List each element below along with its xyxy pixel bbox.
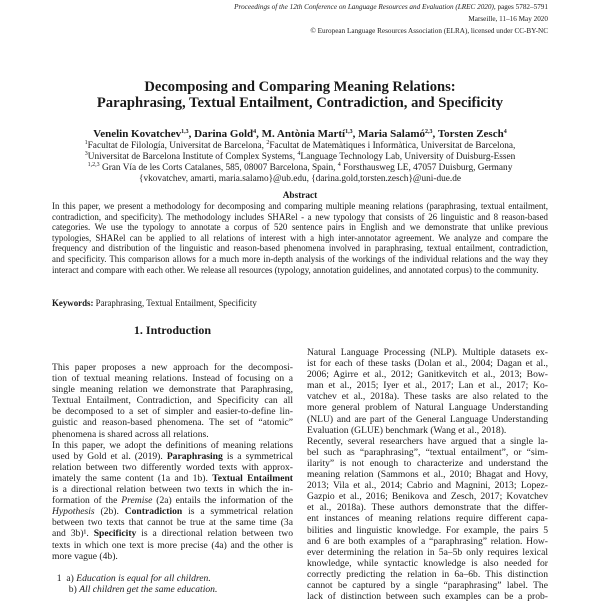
text-run: single meaning relation we demonstrate that Paraphrasing,	[52, 384, 293, 396]
abstract-line: frequency and distribution of the linguistic and reason-based phenomena involved in paraphrasing, textual entailment, contradiction,	[52, 243, 548, 254]
text-line	[307, 391, 548, 402]
text-run: formation of the	[52, 495, 122, 507]
text-run: b)	[52, 583, 80, 595]
text-line	[52, 440, 293, 451]
author-name: Torsten Zesch	[437, 128, 504, 140]
text-run: is a directional relation between two	[136, 528, 293, 540]
text-line	[307, 402, 548, 413]
affiliation-line	[0, 174, 600, 185]
affiliation-mark: 2	[266, 140, 270, 146]
text-line	[52, 495, 293, 506]
text-line	[52, 395, 293, 406]
text-line	[52, 517, 293, 528]
paper-title-line-1: Decomposing and Comparing Meaning Relations:	[144, 79, 456, 95]
text-line	[307, 425, 548, 436]
text-line	[307, 525, 548, 536]
text-line	[52, 362, 293, 373]
abstract-line: typologies, SHARel can be applied to all relations of interest with a high inter-annotator agreement. We analyze and compare the	[52, 232, 548, 243]
abstract-line: interact and compare with each other. We release all resources (typology, annotation guidelines, and annotated corpus) to the community.	[52, 264, 539, 275]
keywords-value: Paraphrasing, Textual Entailment, Specificity	[93, 298, 257, 308]
text-line	[307, 458, 548, 469]
author-name: Venelin Kovatchev	[93, 128, 182, 140]
text-run: and 3b)¹.	[52, 528, 94, 540]
text-run: Textual Entailment, Contradiction, and Specificity can all	[52, 395, 293, 407]
text-run: 1 a)	[52, 572, 77, 584]
text-run: knowledge, while syntactic knowledge is also needed for	[307, 557, 548, 569]
author-affiliation-mark: 4	[253, 129, 257, 135]
text-line	[52, 451, 293, 462]
text-line	[307, 436, 548, 447]
text-run: relation between two differently worded texts with approx-	[52, 461, 293, 473]
abstract-line: contradiction, and specificity). The methodology includes SHARel - a new typology that consists of 26 linguistic and 8 reason-based	[52, 211, 548, 222]
text-run: ilarity” is not enough to characterize and understand the	[307, 457, 548, 469]
text-run: (2a) entails the information of the	[152, 495, 293, 507]
text-line	[52, 551, 293, 562]
text-run: meaning relation (Sammons et al., 2010; Bhagat and Hovy,	[307, 469, 548, 481]
text-run: 2013; Vila et al., 2014; Cabrio and Magnini, 2013; Lopez-	[307, 480, 548, 492]
text-run: imately the same content (1a and 1b).	[52, 472, 213, 484]
text-run: is a symmetrical relation	[182, 506, 293, 518]
text-line	[52, 429, 293, 440]
affiliation-text: Language Technology Lab, University of Duisburg-Essen	[300, 152, 516, 162]
text-run: ever determining the relation in 5a–5b only requires lexical	[307, 546, 548, 558]
italic-term: Premise	[121, 495, 153, 507]
author-affiliation-mark: 1,3	[181, 129, 189, 135]
abstract-body	[52, 201, 548, 275]
affiliation-mark: 3	[84, 151, 88, 157]
text-line	[52, 562, 293, 573]
proceedings-line	[234, 3, 548, 11]
affiliation-mark: 1,2,3	[87, 162, 100, 168]
location-line: Marseille, 11–16 May 2020	[468, 15, 548, 23]
text-line	[52, 528, 293, 539]
text-line	[307, 347, 548, 358]
text-line	[307, 414, 548, 425]
text-line	[52, 373, 293, 384]
left-column	[52, 362, 293, 595]
pages: pages 5782–5791	[495, 3, 548, 11]
text-line	[307, 569, 548, 580]
text-line	[307, 447, 548, 458]
text-line	[52, 573, 293, 584]
text-run: tion of textual meaning relations. Instead of focusing on a	[52, 373, 293, 385]
text-run: be decomposed to a set of simpler and easier-to-define lin-	[52, 406, 293, 418]
author-affiliation-mark: 1,3	[345, 129, 353, 135]
affiliation-text: {vkovatchev, amarti, maria.salamo}@ub.edu, {darina.gold,torsten.zesch}@uni-due.de	[139, 174, 461, 184]
text-line	[307, 547, 548, 558]
text-run: between two texts that cannot be true at the same time (3a	[52, 517, 293, 529]
text-run: 2006; Agirre et al., 2012; Ganitkevitch et al., 2013; Bow-	[307, 369, 548, 381]
text-line	[307, 513, 548, 524]
text-run: more vague (4b).	[52, 550, 118, 562]
text-run: In this paper, we adopt the definitions of meaning relations	[52, 439, 293, 451]
paper-title-line-2: Paraphrasing, Textual Entailment, Contradiction, and Specificity	[96, 95, 504, 111]
text-line	[307, 491, 548, 502]
affiliation-mark: 1	[84, 140, 88, 146]
separator: ,	[432, 128, 438, 140]
text-run: Gazpio et al., 2016; Benikova and Zesch, 2017; Kovatchev	[307, 491, 548, 503]
text-run: ent instances of meaning relations require different capa-	[307, 513, 548, 525]
proceedings-title: Proceedings of the 12th Conference on Language Resources and Evaluation (LREC 2020),	[234, 3, 496, 11]
section-heading-introduction: 1. Introduction	[133, 323, 212, 337]
italic-term: Hypothesis	[52, 506, 95, 518]
text-line	[52, 484, 293, 495]
text-line	[307, 480, 548, 491]
author-affiliation-mark: 2,3	[425, 129, 433, 135]
text-line	[52, 540, 293, 551]
text-line	[307, 536, 548, 547]
author-list	[0, 128, 600, 140]
text-run: Natural Language Processing (NLP). Multiple datasets ex-	[307, 347, 548, 358]
text-run: used by Gold et al. (2019).	[52, 450, 167, 462]
bold-term: Specificity	[93, 528, 137, 540]
right-column	[307, 347, 548, 602]
text-run: vatchev et al., 2018a). These tasks are also related to the	[307, 391, 548, 403]
text-run: texts in which one text is more precise (4a) and the other is	[52, 539, 293, 551]
text-run: is a directional relation between two texts in which the in-	[52, 484, 293, 496]
text-line	[52, 384, 293, 395]
bold-term: Paraphrasing	[166, 450, 223, 462]
affiliation-text: Gran Vía de les Corts Catalanes, 585, 08007 Barcelona, Spain,	[99, 163, 338, 173]
italic-term: All children get the same education.	[79, 583, 218, 595]
separator: ,	[188, 128, 195, 140]
text-run: more general problem of Natural Language Understanding	[307, 402, 548, 414]
text-run: Evaluation (GLUE) benchmark (Wang et al., 2018).	[307, 424, 507, 436]
author-affiliation-mark: 4	[503, 129, 507, 135]
italic-term: Education is equal for all children.	[76, 572, 211, 584]
abstract-heading: Abstract	[282, 191, 318, 201]
keywords	[52, 298, 257, 308]
abstract-line: and specificity. This comparison allows for a much more in-depth analysis of the workings of the individual relations and the way they	[52, 253, 548, 264]
text-run: (NLU) and are part of the General Language Understanding	[307, 413, 548, 425]
text-line	[52, 584, 293, 595]
text-line	[52, 473, 293, 484]
affiliation-text: Facultat de Matemàtiques i Informàtica, Universitat de Barcelona,	[269, 141, 516, 151]
text-line	[52, 506, 293, 517]
text-line	[307, 580, 548, 591]
text-run: (2b).	[94, 506, 125, 518]
text-line	[307, 369, 548, 380]
text-line	[307, 380, 548, 391]
separator: ,	[352, 128, 359, 140]
separator: ,	[256, 128, 262, 140]
text-run: ist for each of these tasks (Dolan et al., 2004; Dagan et al.,	[307, 358, 548, 370]
text-run: man et al., 2015; Iyer et al., 2017; Lan et al., 2017; Ko-	[307, 380, 548, 392]
abstract-line: In this paper, we present a methodology for decomposing and comparing multiple meaning relations (paraphrasing, textual entailment,	[52, 201, 548, 211]
affiliation-text: Universitat de Barcelona Institute of Complex Systems,	[87, 152, 298, 162]
text-run: Recently, several researchers have argued that a single la-	[307, 435, 548, 447]
bold-term: Textual Entailment	[212, 472, 293, 484]
text-run: correctly predicting the relation in 6a–6b. This distinction	[307, 568, 548, 580]
text-line	[52, 462, 293, 473]
author-name: Darina Gold	[194, 128, 254, 140]
author-name: Maria Salamó	[358, 128, 425, 140]
abstract-line: categories. We use the typology to annotate a corpus of 520 sentence pairs in English and we demonstrate that unlike previous	[52, 222, 548, 233]
text-line	[307, 591, 548, 602]
text-run: lack of distinction between such examples can be a prob-	[307, 591, 548, 602]
affiliation-text: Forsthausweg LE, 47057 Duisburg, Germany	[340, 163, 513, 173]
text-line	[307, 502, 548, 513]
text-line	[307, 358, 548, 369]
author-name: M. Antònia Martí	[261, 128, 346, 140]
text-line	[52, 417, 293, 428]
text-run: is a symmetrical	[222, 450, 293, 462]
bold-term: Contradiction	[124, 506, 183, 518]
affiliation-line	[0, 163, 600, 174]
text-run: bilities and linguistic knowledge. For example, the pairs 5	[307, 524, 548, 536]
affiliation-mark: 4	[297, 151, 301, 157]
text-line	[307, 469, 548, 480]
affiliation-text: Facultat de Filología, Universitat de Barcelona,	[87, 141, 267, 151]
text-run: et al., 2018a). These authors demonstrate that the differ-	[307, 502, 548, 514]
text-run: This paper proposes a new approach for the decomposi-	[52, 362, 293, 373]
text-run: cannot be captured by a single “paraphrasing” label. The	[307, 579, 548, 591]
text-run: guistic and reason-based phenomena. The set of “atomic”	[52, 417, 293, 429]
text-run: phenomena is shared across all relations.	[52, 428, 209, 440]
license-line: © European Language Resources Association (ELRA), licensed under CC-BY-NC	[310, 27, 548, 35]
keywords-label: Keywords:	[52, 298, 94, 308]
text-run: bel such as “paraphrasing”, “textual entailment”, or “sim-	[307, 446, 548, 458]
affiliation-mark: 4	[337, 162, 341, 168]
text-line	[52, 406, 293, 417]
text-run: and 6 are both examples of a “paraphrasing” relation. How-	[307, 535, 548, 547]
text-line	[307, 558, 548, 569]
